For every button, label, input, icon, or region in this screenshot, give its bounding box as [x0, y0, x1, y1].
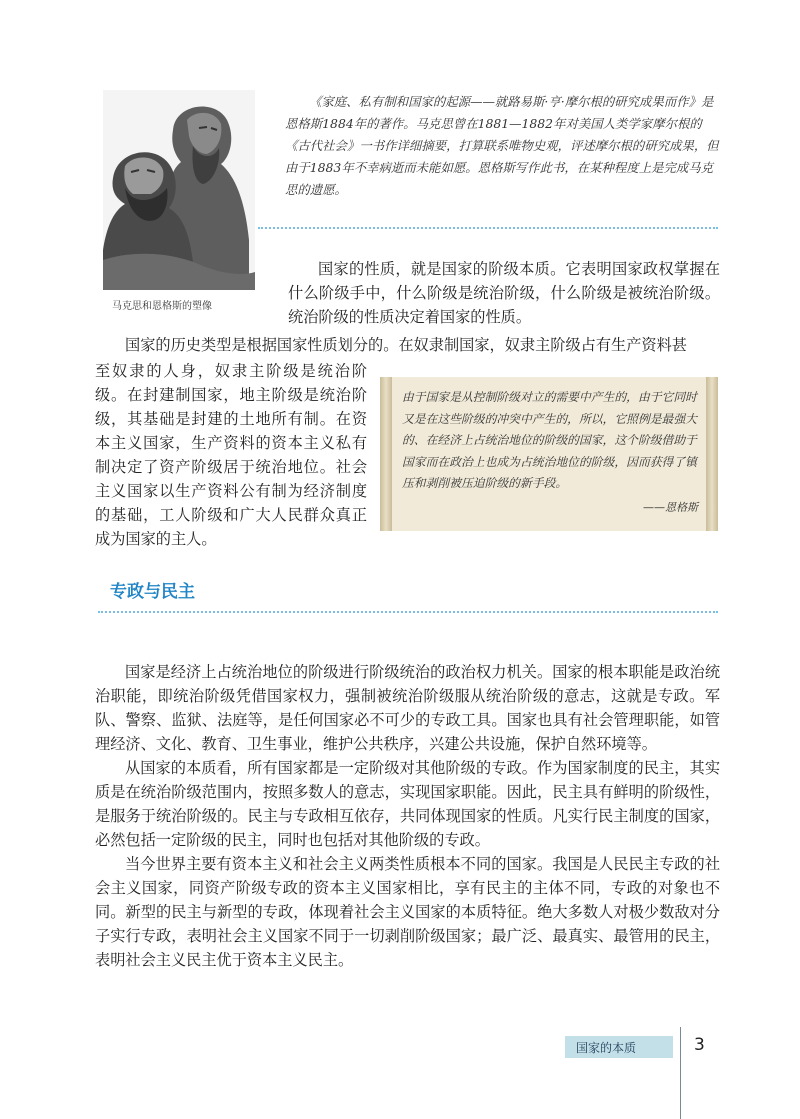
note-text: 《家庭、私有制和国家的起源——就路易斯·亨·摩尔根的研究成果而作》是恩格斯1884年的著作。马克思曾在1881—1882年对美国人类学家摩尔根的《古代社会》一书作详细摘要，打算联系唯物史观，评述摩尔根的研究成果，但由于1883年不幸病逝而未能如愿。恩格斯写作此书，在某种程度上是完成马克思的遗愿。: [285, 94, 719, 197]
scroll-left-edge: [380, 377, 392, 531]
footer-divider-line: [680, 1027, 681, 1119]
section-divider: [98, 611, 718, 613]
quote-text: 由于国家是从控制阶级对立的需要中产生的，由于它同时又是在这些阶级的冲突中产生的，所以，它照例是最强大的、在经济上占统治地位的阶级的国家，这个阶级借助于国家而在政治上也成为占统治地位的阶级，因而获得了镇压和剥削被压迫阶级的新手段。: [402, 390, 697, 490]
section-paragraph-3: 当今世界主要有资本主义和社会主义两类性质根本不同的国家。我国是人民民主专政的社会主义国家，同资产阶级专政的资本主义国家相比，享有民主的主体不同，专政的对象也不同。新型的民主与新型的专政，体现着社会主义国家的本质特征。绝大多数人对极少数敌对分子实行专政，表明社会主义国家不同于一切剥削阶级国家；最广泛、最真实、最管用的民主，表明社会主义民主优于资本主义民主。: [95, 855, 720, 969]
quote-author: ——恩格斯: [643, 501, 698, 514]
body-paragraph-nature: 国家的性质，就是国家的阶级本质。它表明国家政权掌握在什么阶级手中，什么阶级是统治阶级，什么阶级是被统治阶级。统治阶级的性质决定着国家的性质。: [288, 260, 720, 326]
body-paragraph-types-line1: 国家的历史类型是根据国家性质划分的。在奴隶制国家，奴隶主阶级占有生产资料甚: [125, 336, 687, 354]
section-title: 专政与民主: [110, 582, 195, 602]
statue-illustration: [103, 90, 255, 290]
section-paragraph-1: 国家是经济上占统治地位的阶级进行阶级统治的政治权力机关。国家的根本职能是政治统治职能，即统治阶级凭借国家权力，强制被统治阶级服从统治阶级的意志，这就是专政。军队、警察、监狱、法庭等，是任何国家必不可少的专政工具。国家也具有社会管理职能，如管理经济、文化、教育、卫生事业，维护公共秩序，兴建公共设施，保护自然环境等。: [95, 663, 720, 753]
page-number: 3: [694, 1035, 705, 1055]
note-divider: [258, 227, 718, 229]
marx-engels-statue-image: [103, 90, 255, 290]
footer-chapter-label: 国家的本质: [576, 1041, 637, 1055]
engels-quote-box: [380, 377, 718, 531]
scroll-right-edge: [706, 377, 718, 531]
figure-caption: 马克思和恩格斯的塑像: [112, 301, 212, 312]
section-body: [95, 660, 720, 972]
body-paragraph-types-rest: 至奴隶的人身，奴隶主阶级是统治阶级。在封建制国家，地主阶级是统治阶级，其基础是封建的土地所有制。在资本主义国家，生产资料的资本主义私有制决定了资产阶级居于统治地位。社会主义国家以生产资料公有制为经济制度的基础，工人阶级和广大人民群众真正成为国家的主人。: [95, 362, 367, 548]
section-paragraph-2: 从国家的本质看，所有国家都是一定阶级对其他阶级的专政。作为国家制度的民主，其实质是在统治阶级范围内，按照多数人的意志，实现国家职能。因此，民主具有鲜明的阶级性，是服务于统治阶级的。民主与专政相互依存，共同体现国家的性质。凡实行民主制度的国家，必然包括一定阶级的民主，同时也包括对其他阶级的专政。: [95, 759, 720, 849]
